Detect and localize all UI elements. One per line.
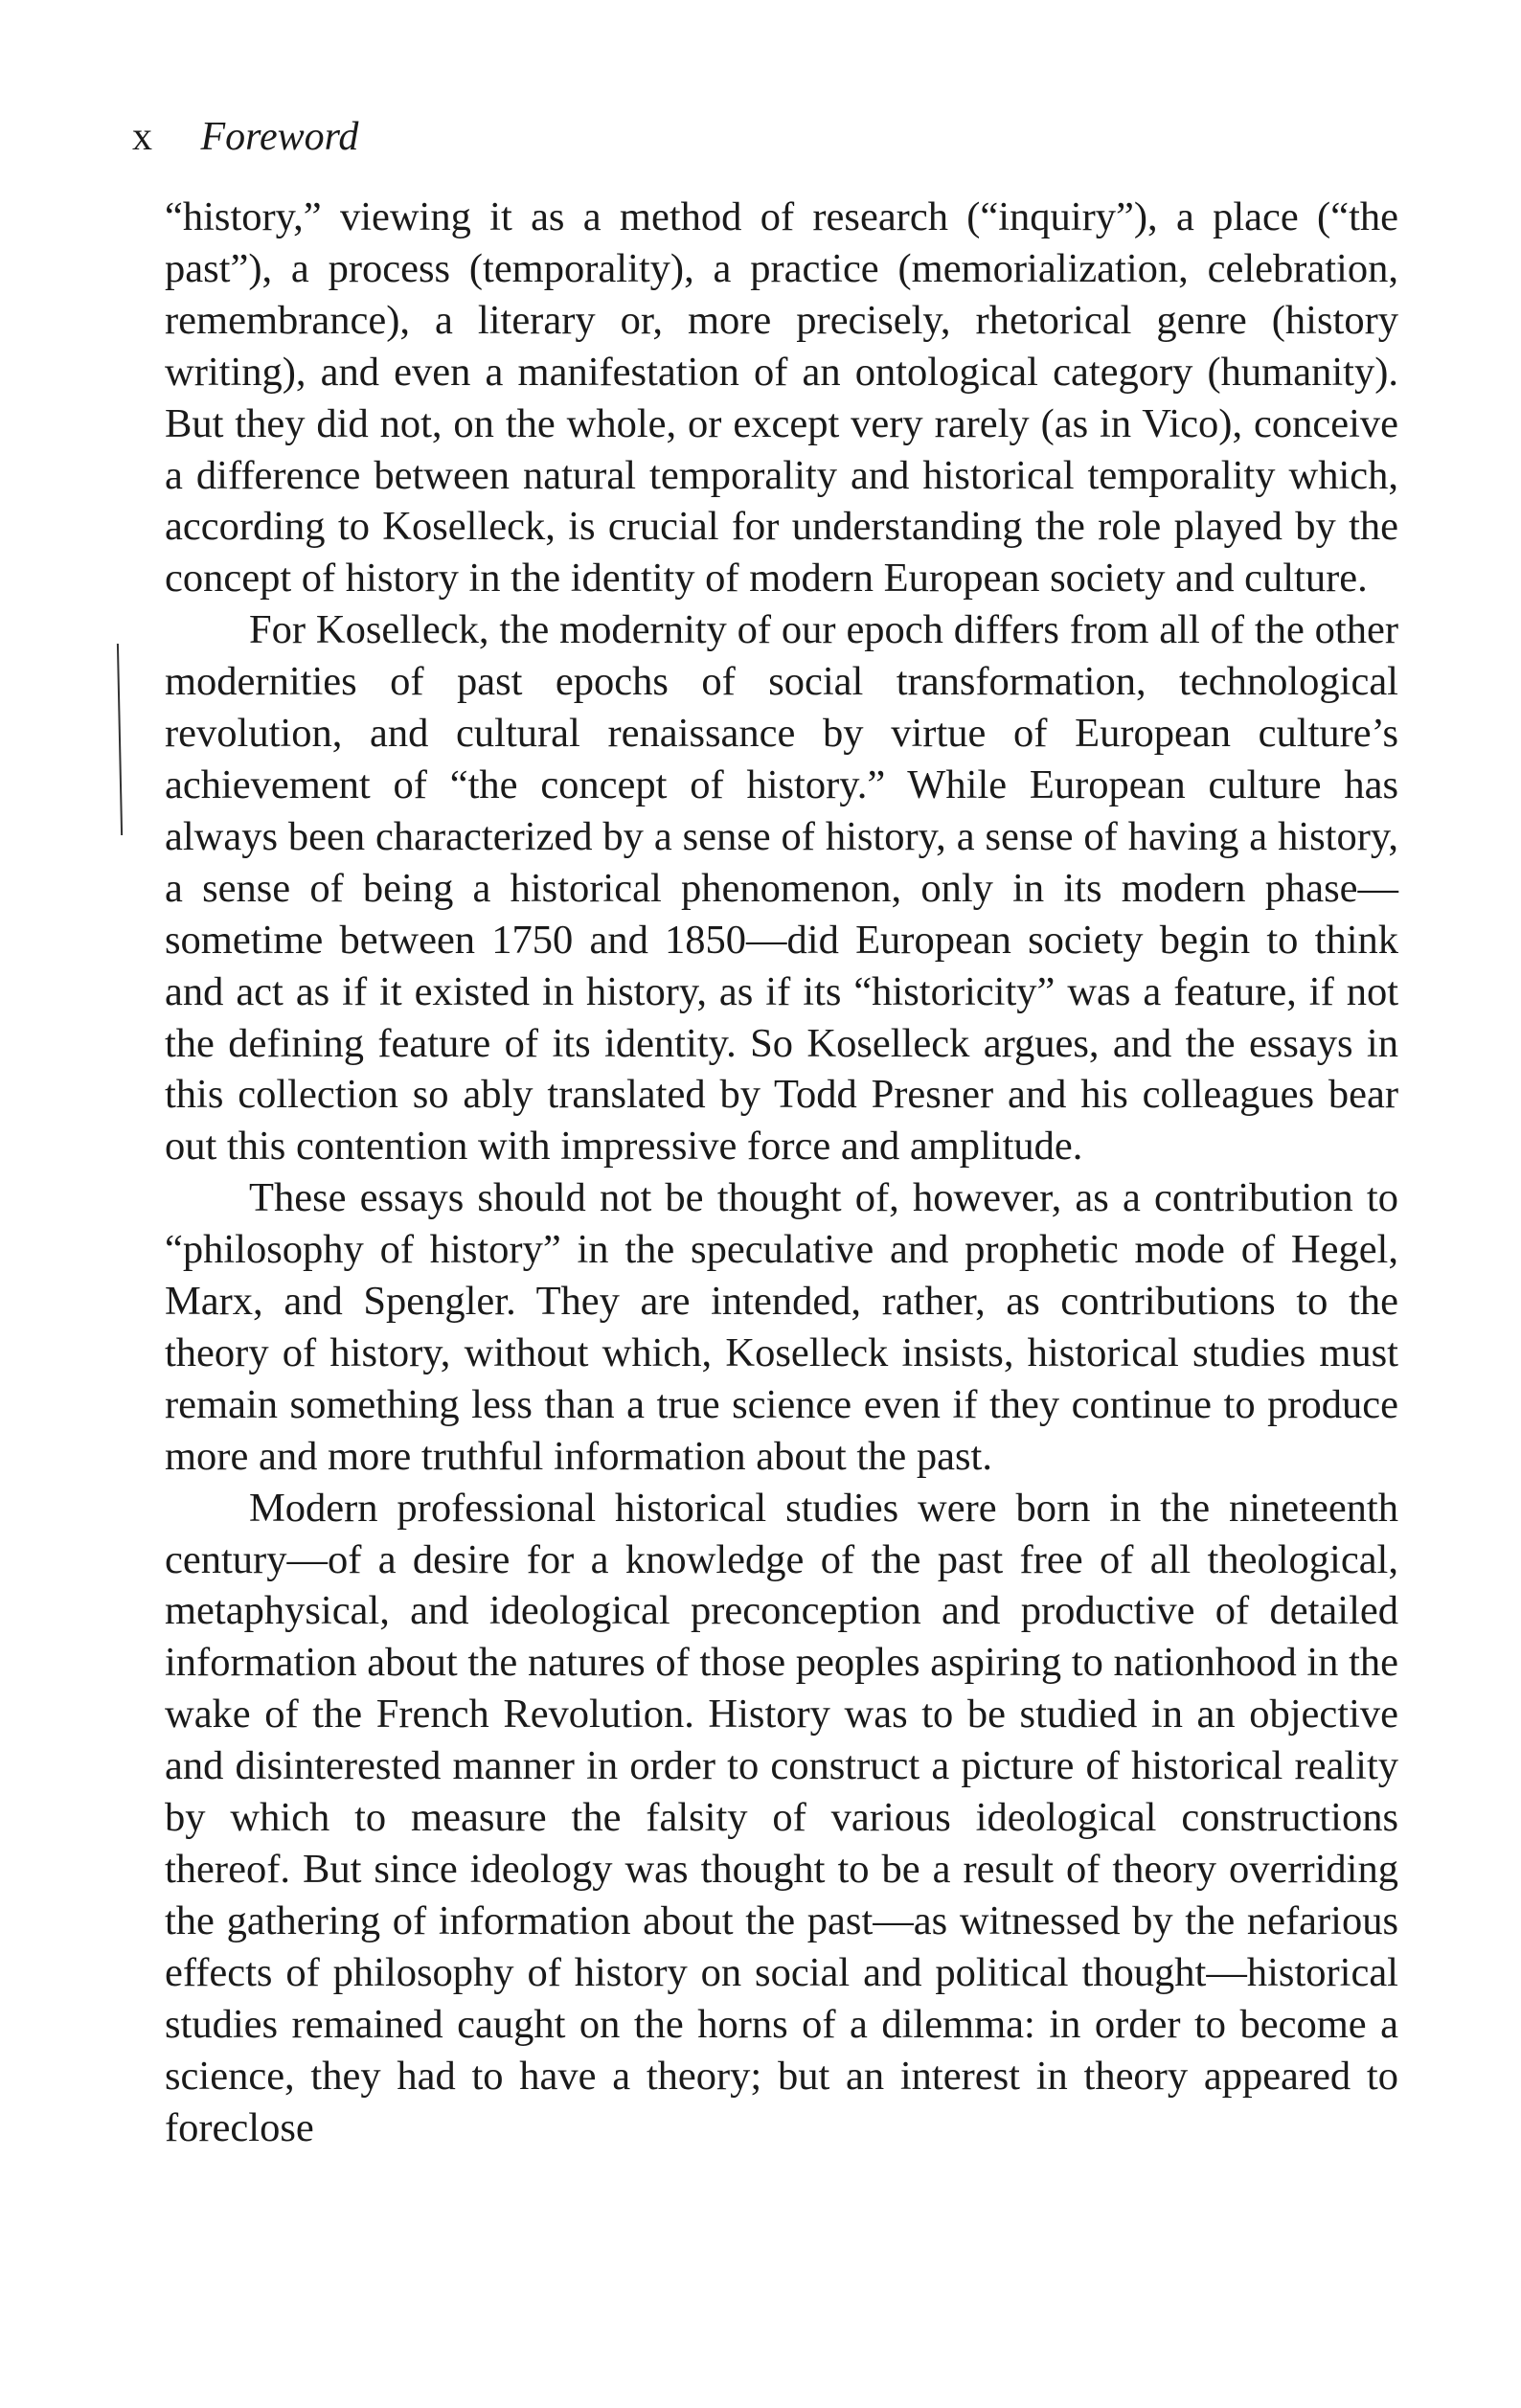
margin-pencil-mark xyxy=(117,644,123,835)
body-text xyxy=(165,192,1398,2153)
running-title: Foreword xyxy=(200,115,359,159)
paragraph-4: Modern professional historical studies were born in the nineteenth century—of a desire for a knowledge of the past free of all theological, metaphysical, and ideological preconception and productive of detailed information about the natures of those peoples aspiring to nationhood in the wake of the French Revolution. History was to be studied in an objective and disinterested manner in order to construct a picture of historical reality by which to measure the falsity of various ideological constructions thereof. But since ideology was thought to be a result of theory overriding the gathering of information about the past—as witnessed by the nefarious effects of philosophy of history on social and political thought—historical studies remained caught on the horns of a dilemma: in order to become a science, they had to have a theory; but an interest in theory appeared to foreclose xyxy=(165,1485,1398,2150)
paragraph-1: “history,” viewing it as a method of research (“inquiry”), a place (“the past”), a process (temporality), a practice (memorialization, celebration, remembrance), a literary or, more precisely, rhetorical genre (history writing), and even a manifestation of an ontological category (humanity). But they did not, on the whole, or except very rarely (as in Vico), conceive a difference between natural temporality and historical temporality which, according to Koselleck, is crucial for understanding the role played by the concept of history in the identity of modern European society and culture. xyxy=(165,194,1398,602)
page-number: x xyxy=(132,115,152,159)
paragraph-3: These essays should not be thought of, however, as a contribution to “philosophy of history” in the speculative and prophetic mode of Hegel, Marx, and Spengler. They are intended, rather, as contributions to the theory of history, without which, Koselleck insists, historical studies must remain something less than a true science even if they continue to produce more and more truthful information about the past. xyxy=(165,1175,1398,1479)
page-header xyxy=(132,113,358,161)
paragraph-2: For Koselleck, the modernity of our epoch differs from all of the other modernities of past epochs of social transformation, technological revolution, and cultural renaissance by virtue of European culture’s achievement of “the concept of history.” While European culture has always been characterized by a sense of history, a sense of having a history, a sense of being a historical phenomenon, only in its modern phase—sometime between 1750 and 1850—did European society begin to think and act as if it existed in history, as if its “historicity” was a feature, if not the defining feature of its identity. So Koselleck argues, and the essays in this collection so ably translated by Todd Presner and his colleagues bear out this contention with impressive force and amplitude. xyxy=(165,607,1398,1170)
